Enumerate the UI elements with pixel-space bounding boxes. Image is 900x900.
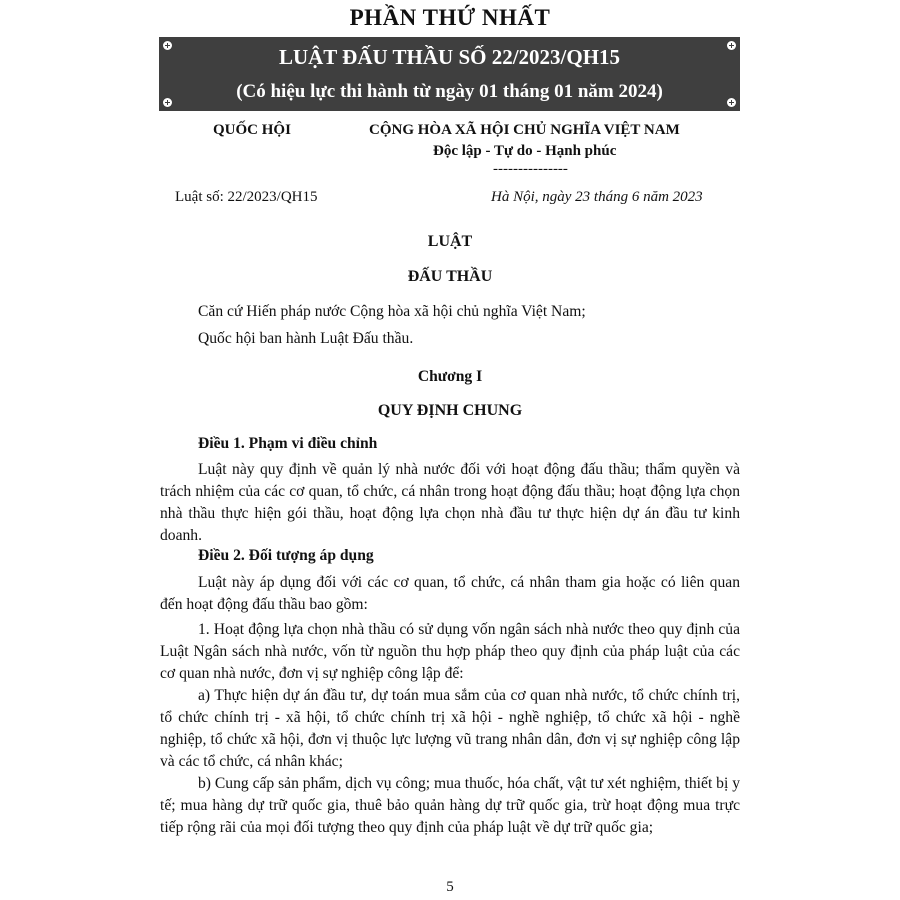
national-motto: Độc lập - Tự do - Hạnh phúc <box>433 143 617 159</box>
article-paragraph: 1. Hoạt động lựa chọn nhà thầu có sử dụng vốn ngân sách nhà nước theo quy định của Luật Ngân sách nhà nước, vốn từ nguồn thu hợp pháp theo quy định của pháp luật của các cơ quan nhà nước, đơn vị sự nghiệp công lập để: <box>160 621 740 682</box>
place-date: Hà Nội, ngày 23 tháng 6 năm 2023 <box>491 189 703 205</box>
document-name: ĐẤU THẦU <box>407 268 493 285</box>
article-heading: Điều 2. Đối tượng áp dụng <box>198 547 374 564</box>
header-divider: --------------- <box>493 161 568 177</box>
chapter-title: QUY ĐỊNH CHUNG <box>377 402 523 419</box>
preamble-line: Quốc hội ban hành Luật Đấu thầu. <box>198 330 414 347</box>
preamble-line: Căn cứ Hiến pháp nước Cộng hòa xã hội chủ nghĩa Việt Nam; <box>198 303 586 320</box>
chapter-number: Chương I <box>417 368 483 385</box>
part-title: PHẦN THỨ NHẤT <box>349 5 551 30</box>
article-heading: Điều 1. Phạm vi điều chỉnh <box>198 435 378 452</box>
banner-title: LUẬT ĐẤU THẦU SỐ 22/2023/QH15 <box>278 45 621 69</box>
issuer: QUỐC HỘI <box>213 122 291 138</box>
article-paragraph: Luật này áp dụng đối với các cơ quan, tổ chức, cá nhân tham gia hoặc có liên quan đến hoạt động đấu thầu bao gồm: <box>160 574 740 613</box>
law-number: Luật số: 22/2023/QH15 <box>175 189 318 205</box>
document-type: LUẬT <box>427 233 473 250</box>
banner-effective-date: (Có hiệu lực thi hành từ ngày 01 tháng 01 năm 2024) <box>236 81 663 102</box>
title-banner <box>159 37 740 111</box>
article-paragraph: Luật này quy định về quản lý nhà nước đối với hoạt động đấu thầu; thẩm quyền và trách nhiệm của các cơ quan, tổ chức, cá nhân trong hoạt động đấu thầu; hoạt động lựa chọn nhà thầu thực hiện gói thầu, hoạt động lựa chọn nhà đầu tư thực hiện dự án đầu tư kinh doanh. <box>160 461 740 544</box>
republic-name: CỘNG HÒA XÃ HỘI CHỦ NGHĨA VIỆT NAM <box>369 122 680 138</box>
page-number: 5 <box>446 879 454 895</box>
article-paragraph: b) Cung cấp sản phẩm, dịch vụ công; mua thuốc, hóa chất, vật tư xét nghiệm, thiết bị y tế; mua hàng dự trữ quốc gia, thuê bảo quản hàng dự trữ quốc gia, trừ hoạt động mua trực tiếp rộng rãi của mọi đối tượng theo quy định của pháp luật về dự trữ quốc gia; <box>160 775 740 836</box>
article-paragraph: a) Thực hiện dự án đầu tư, dự toán mua sắm của cơ quan nhà nước, tổ chức chính trị, tổ chức chính trị - xã hội, tổ chức chính trị xã hội - nghề nghiệp, tổ chức xã hội - nghề nghiệp, tổ chức xã hội, đơn vị thuộc lực lượng vũ trang nhân dân, đơn vị sự nghiệp công lập và các tổ chức, cá nhân khác; <box>160 687 740 770</box>
